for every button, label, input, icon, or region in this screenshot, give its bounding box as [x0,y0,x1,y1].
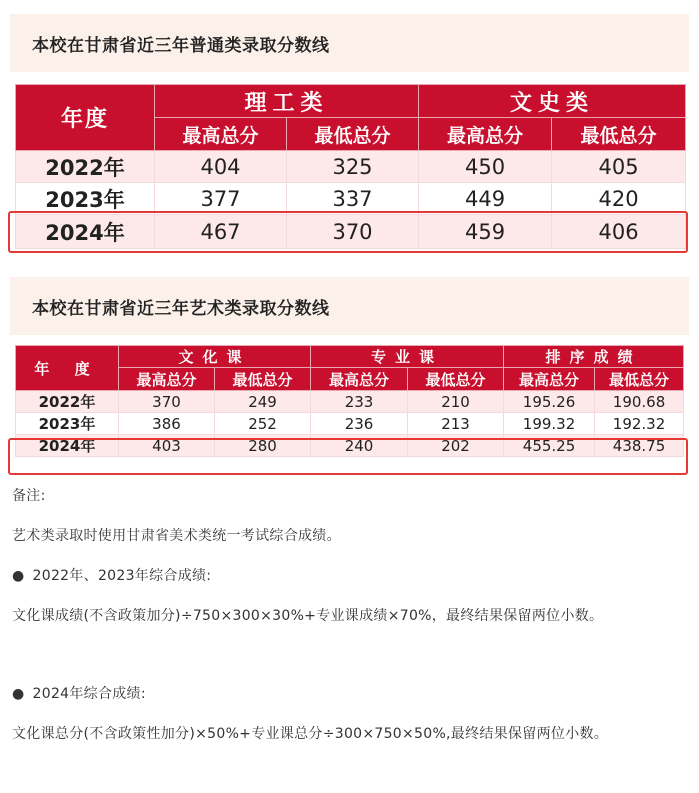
score-cell: 192.32 [595,413,684,435]
score-cell: 406 [552,215,686,249]
bullet-title: 2022年、2023年综合成绩: [32,568,212,584]
score-cell: 202 [408,435,504,457]
subheader: 最低总分 [595,368,684,391]
notes-intro: 艺术类录取时使用甘肃省美术类统一考试综合成绩。 [12,528,341,544]
score-cell: 240 [311,435,408,457]
section2-title: 本校在甘肃省近三年艺术类录取分数线 [10,277,689,335]
score-cell: 459 [419,215,552,249]
subheader: 最高总分 [155,118,287,151]
score-cell: 438.75 [595,435,684,457]
subheader: 最高总分 [504,368,595,391]
year-cell: 2023年 [16,183,155,215]
score-cell: 386 [119,413,215,435]
year-header: 年 度 [16,346,119,391]
score-cell: 337 [287,183,419,215]
year-cell: 2022年 [16,151,155,183]
subheader: 最低总分 [408,368,504,391]
group-header-major: 专业课 [311,346,504,368]
score-cell: 404 [155,151,287,183]
year-cell: 2024年 [16,435,119,457]
section1-title: 本校在甘肃省近三年普通类录取分数线 [10,14,689,72]
score-cell: 195.26 [504,391,595,413]
formula-2024: 文化课总分(不含政策性加分)×50%+专业课总分÷300×750×50%,最终结果保留两位小数。 [12,726,609,742]
subheader: 最低总分 [287,118,419,151]
year-cell: 2024年 [16,215,155,249]
subheader: 最低总分 [215,368,311,391]
row-highlight-2024 [8,438,688,475]
group-header-ranking: 排序成绩 [504,346,684,368]
subheader: 最高总分 [119,368,215,391]
bullet-title: 2024年综合成绩: [32,686,146,702]
year-cell: 2022年 [16,391,119,413]
notes [12,482,692,782]
score-cell: 190.68 [595,391,684,413]
year-cell: 2023年 [16,413,119,435]
table-row [16,151,686,183]
bullet-icon: ● [12,568,25,584]
row-highlight-2024 [8,211,688,253]
score-cell: 377 [155,183,287,215]
score-cell: 252 [215,413,311,435]
score-cell: 405 [552,151,686,183]
group-header-culture: 文化课 [119,346,311,368]
score-cell: 403 [119,435,215,457]
group-header-science: 理工类 [155,85,419,118]
notes-label: 备注: [12,488,46,504]
score-cell: 370 [119,391,215,413]
score-cell: 370 [287,215,419,249]
table-row [16,183,686,215]
formula-2022-2023: 文化课成绩(不含政策加分)÷750×300×30%+专业课成绩×70%，最终结果保留两位小数。 [12,608,604,624]
bullet-2022-2023 [12,562,688,590]
score-cell: 213 [408,413,504,435]
score-cell: 199.32 [504,413,595,435]
score-cell: 420 [552,183,686,215]
score-cell: 450 [419,151,552,183]
score-cell: 467 [155,215,287,249]
subheader: 最高总分 [311,368,408,391]
score-cell: 236 [311,413,408,435]
table-row [16,391,684,413]
score-cell: 233 [311,391,408,413]
bullet-2024 [12,680,688,708]
score-cell: 249 [215,391,311,413]
score-cell: 455.25 [504,435,595,457]
score-cell: 210 [408,391,504,413]
score-cell: 280 [215,435,311,457]
subheader: 最低总分 [552,118,686,151]
group-header-arts: 文史类 [419,85,686,118]
score-cell: 325 [287,151,419,183]
table-row [16,413,684,435]
score-cell: 449 [419,183,552,215]
year-header: 年度 [16,85,155,151]
bullet-icon: ● [12,686,25,702]
subheader: 最高总分 [419,118,552,151]
